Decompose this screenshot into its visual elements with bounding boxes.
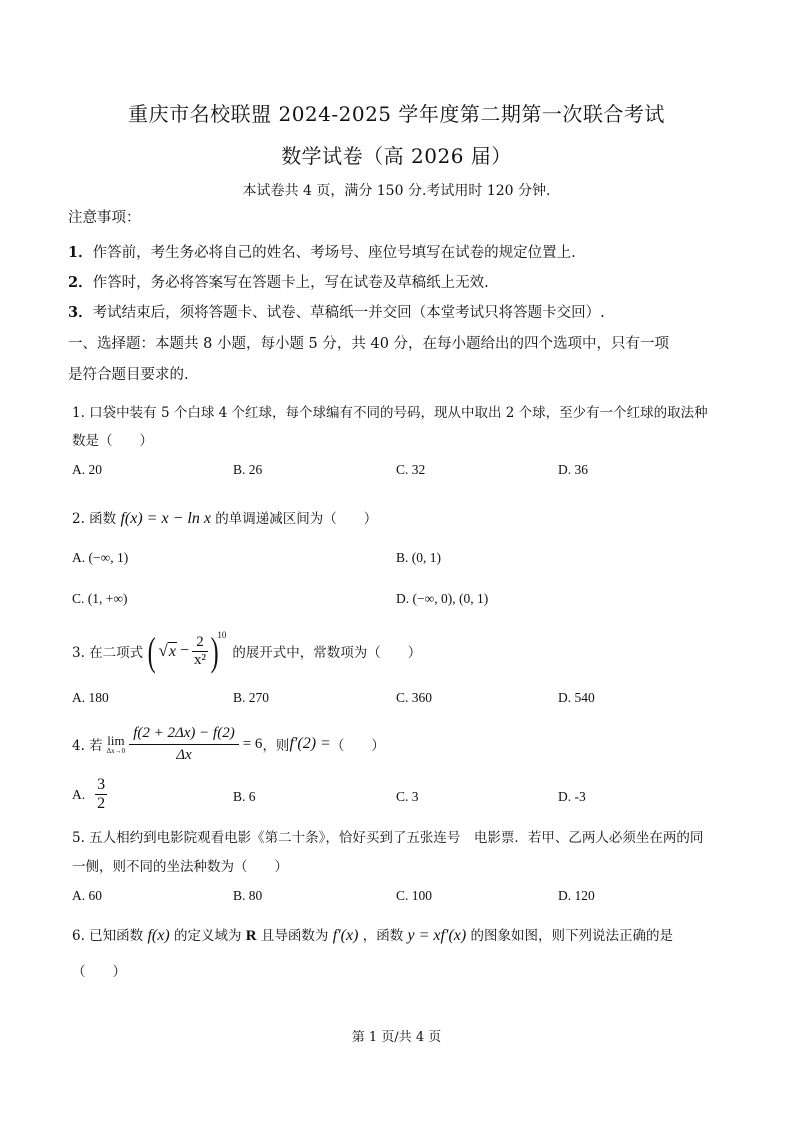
q3-option-c: C. 360: [396, 690, 433, 705]
q1-option-d: D. 36: [558, 462, 588, 477]
q3-option-b: B. 270: [233, 690, 270, 705]
q4-option-a: A. $\frac{3}{2}$: [72, 776, 106, 812]
question-2: 2. 函数 f(x) = x − ln x 的单调递减区间为（ ）: [72, 510, 378, 527]
notes-heading: 注意事项：: [68, 210, 141, 226]
note-item-3: 3．考试结束后，须将答题卡、试卷、草稿纸一并交回（本堂考试只将答题卡交回）.: [68, 304, 605, 321]
q3-option-a: A. 180: [72, 690, 109, 705]
q4-option-c: C. 3: [396, 789, 419, 804]
limit-operator: lim Δx→0: [106, 732, 126, 755]
q2-option-b: B. (0, 1): [396, 550, 441, 565]
binomial-expression: ( √ x − $\frac{2}{\text{x²}}$ ) 10: [147, 628, 227, 674]
exam-info: 本试卷共 4 页，满分 150 分.考试用时 120 分钟.: [242, 183, 551, 199]
exam-title-line2: 数学试卷（高 2026 届）: [281, 144, 512, 168]
exam-title-line1: 重庆市名校联盟 2024-2025 学年度第二期第一次联合考试: [128, 102, 665, 126]
q1-option-c: C. 32: [396, 462, 426, 477]
exponent: 10: [217, 630, 227, 640]
q1-option-b: B. 26: [233, 462, 263, 477]
exam-subtitle: [0, 140, 793, 169]
q4-option-b: B. 6: [233, 789, 256, 804]
q4-fraction: $\frac{f(2 + 2\Delta x) - f(2)}{\Delta x}$: [129, 725, 239, 764]
q2-function: f(x) = x − ln x: [120, 510, 211, 527]
question-3: 3. 在二项式 ( √ x − $\frac{2}{\text{x²}}$ ) 10 的展开式中，常数项为（ ）: [72, 628, 422, 674]
question-4: 4. 若 lim Δx→0 $\frac{f(2 + 2\Delta x) - f(2)}{\Delta x}$ = 6 ，则 f′(2) = （ ）: [72, 724, 385, 763]
page-number: 第 1 页/共 4 页: [351, 1030, 442, 1045]
section-heading-line1: 一、选择题：本题共 8 小题，每小题 5 分，共 40 分，在每小题给出的四个选项中，只有一项: [68, 336, 670, 352]
section-heading-line2: 是符合题目要求的.: [68, 367, 189, 383]
question-5-line2: 一侧，则不同的坐法种数为（ ）: [72, 859, 288, 875]
question-1-line1: 1. 口袋中装有 5 个白球 4 个红球，每个球编有不同的号码，现从中取出 2 个球，至少有一个红球的取法种: [72, 405, 708, 421]
right-paren: ): [210, 628, 219, 674]
left-paren: (: [147, 628, 156, 674]
note-item-2: 2．作答时，务必将答案写在答题卡上，写在试卷及草稿纸上无效.: [68, 274, 489, 291]
q4-option-a-fraction: $\frac{3}{2}$: [97, 776, 106, 812]
q2-option-d: D. (−∞, 0), (0, 1): [396, 591, 489, 606]
q5-option-a: A. 60: [72, 888, 102, 903]
note-number: 1．: [68, 244, 93, 261]
q2-option-c: C. (1, +∞): [72, 591, 128, 606]
question-6-line2: （ ）: [72, 964, 126, 980]
q1-option-a: A. 20: [72, 462, 102, 477]
q5-option-d: D. 120: [558, 888, 595, 903]
note-item-1: 1．作答前，考生务必将自己的姓名、考场号、座位号填写在试卷的规定位置上.: [68, 244, 576, 261]
q4-option-d: D. -3: [558, 789, 586, 804]
question-6-line1: 6. 已知函数 f(x) 的定义域为 R 且导函数为 f′(x) ，函数 y = xf′(x) 的图象如图，则下列说法正确的是: [72, 927, 673, 944]
note-number: 2．: [68, 274, 93, 291]
q3-option-d: D. 540: [558, 690, 595, 705]
q5-option-b: B. 80: [233, 888, 263, 903]
q5-option-c: C. 100: [396, 888, 433, 903]
q2-option-a: A. (−∞, 1): [72, 550, 129, 565]
exam-title: [0, 98, 793, 127]
sqrt-symbol: √: [158, 641, 168, 660]
q3-fraction: $\frac{2}{\text{x²}}$: [193, 633, 206, 668]
page-footer: [0, 1026, 793, 1045]
question-1-line2: 数是（ ）: [72, 433, 153, 449]
note-number: 3．: [68, 304, 93, 321]
question-5-line1: 5. 五人相约到电影院观看电影《第二十条》，恰好买到了五张连号 电影票．若甲、乙两人必须坐在两的同: [72, 830, 704, 846]
